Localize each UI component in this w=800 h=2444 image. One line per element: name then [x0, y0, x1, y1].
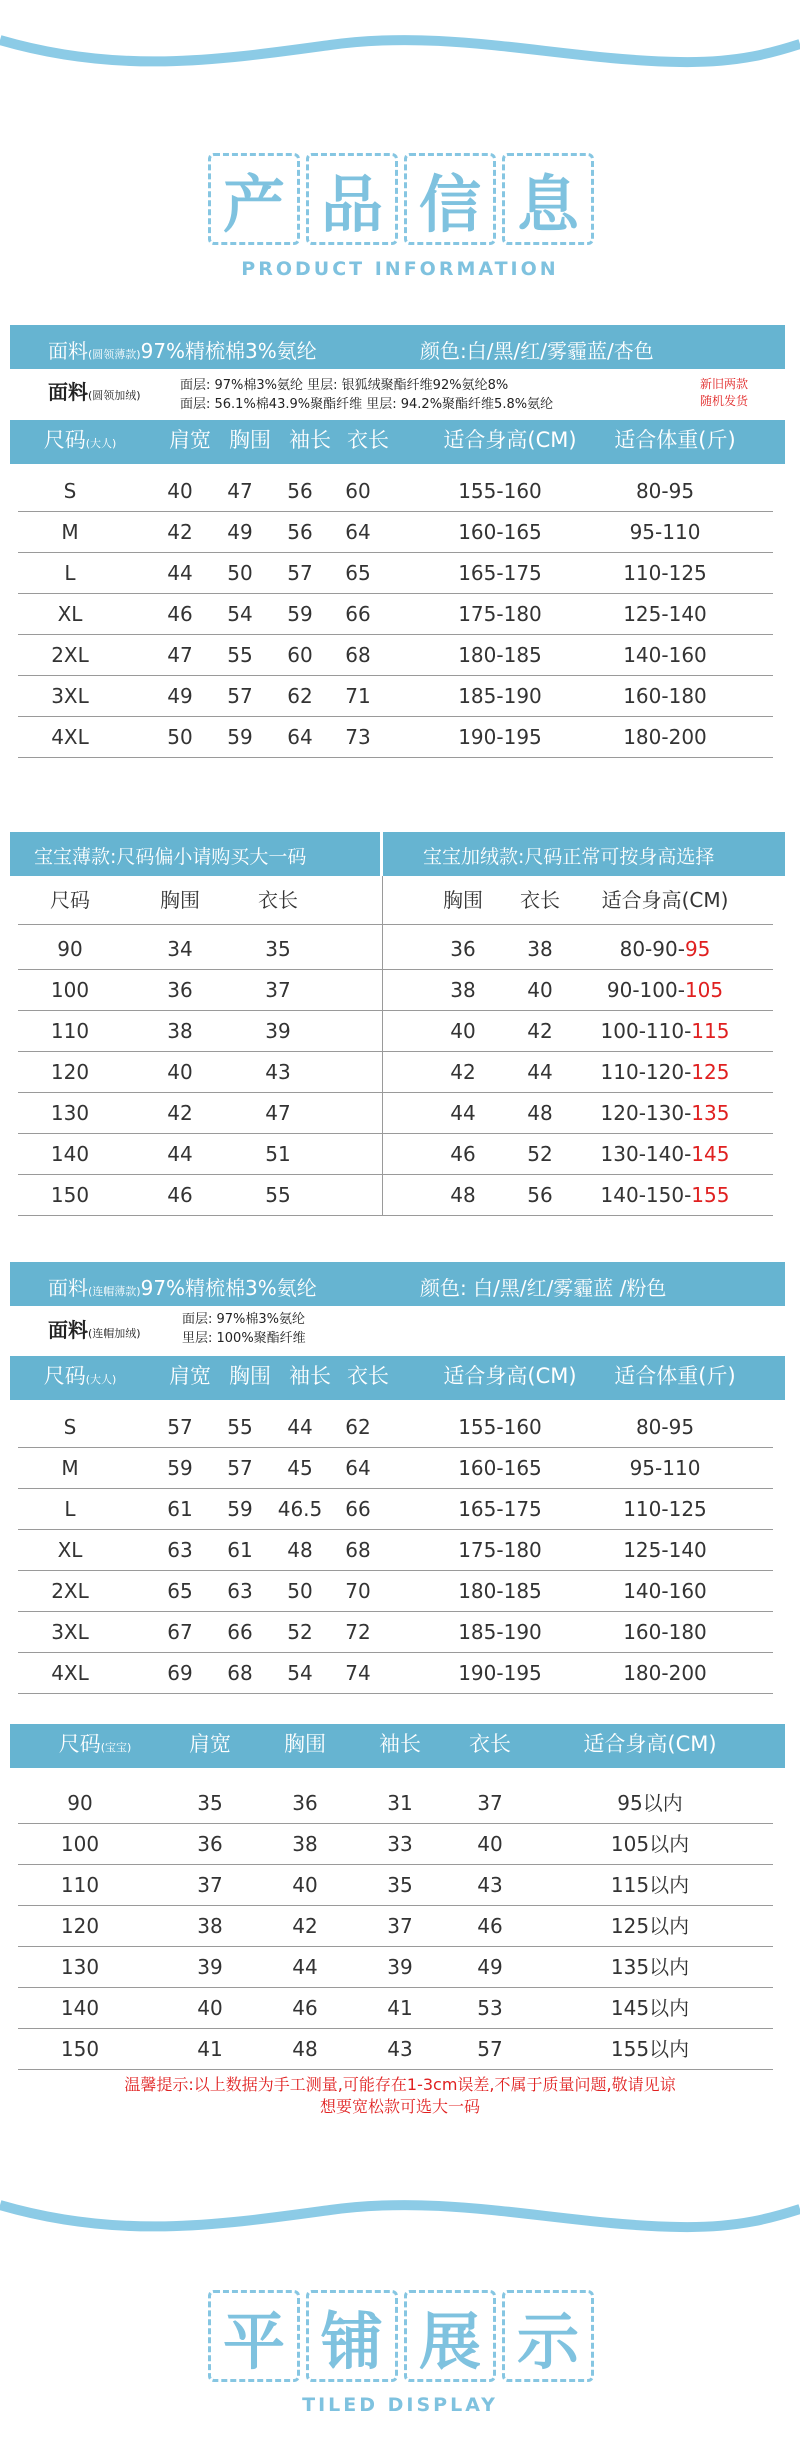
bottom-wave-decoration — [0, 2165, 800, 2245]
table-cell: 190-195 — [458, 1661, 542, 1685]
table-cell: 42 — [167, 520, 193, 544]
table-cell: 155-160 — [458, 1415, 542, 1439]
table-cell: 64 — [287, 725, 313, 749]
table-row — [0, 512, 800, 552]
footer-char-2: 铺 — [306, 2290, 398, 2382]
table-cell: 40 — [477, 1832, 503, 1856]
table-cell: 31 — [387, 1791, 413, 1815]
table-cell: 165-175 — [458, 561, 542, 585]
table-row — [0, 1093, 800, 1133]
table-cell: 62 — [345, 1415, 371, 1439]
table-row — [0, 553, 800, 593]
table-cell: 65 — [345, 561, 371, 585]
table-cell: 45 — [287, 1456, 313, 1480]
table-cell: 57 — [227, 684, 253, 708]
table-cell: 110-125 — [623, 561, 707, 585]
height-range-cell: 100-110-115 — [600, 1019, 730, 1043]
title-char-3: 信 — [404, 153, 496, 245]
table-row — [0, 1824, 800, 1864]
table-row — [0, 1783, 800, 1823]
fleece-fabric-line2: 里层: 100%聚酯纤维 — [182, 1331, 306, 1346]
fleece-fabric-line2: 面层: 56.1%棉43.9%聚酯纤维 里层: 94.2%聚酯纤维5.8%氨纶 — [180, 397, 554, 412]
table-cell: 42 — [167, 1101, 193, 1125]
table-cell: 47 — [167, 643, 193, 667]
table-cell: 38 — [527, 937, 553, 961]
table-cell: 43 — [265, 1060, 291, 1084]
table-cell: 74 — [345, 1661, 371, 1685]
table-cell: 160-165 — [458, 1456, 542, 1480]
table-cell: 110 — [50, 1019, 90, 1043]
table-cell: 150 — [60, 2037, 100, 2061]
table-row — [0, 1988, 800, 2028]
table-cell: 67 — [167, 1620, 193, 1644]
table-cell: 115以内 — [610, 1873, 690, 1897]
header-height: 适合身高(CM) — [443, 1364, 577, 1388]
table-cell: 42 — [450, 1060, 476, 1084]
table-row — [0, 635, 800, 675]
table-cell: 37 — [197, 1873, 223, 1897]
table-row — [0, 929, 800, 969]
table-cell: 59 — [287, 602, 313, 626]
table-cell: 37 — [387, 1914, 413, 1938]
table-row — [0, 717, 800, 757]
table-cell: 38 — [167, 1019, 193, 1043]
baby-thin-title: 宝宝薄款:尺码偏小请购买大一码 — [34, 846, 307, 868]
table-cell: 71 — [345, 684, 371, 708]
table-cell: M — [61, 520, 79, 544]
table-cell: 90 — [67, 1791, 93, 1815]
header-chest: 胸围 — [284, 1732, 326, 1756]
table-cell: 43 — [477, 1873, 503, 1897]
table-cell: 140-160 — [623, 643, 707, 667]
table-cell: 40 — [450, 1019, 476, 1043]
footer-char-3: 展 — [404, 2290, 496, 2382]
header-height: 适合身高(CM) — [583, 1732, 717, 1756]
table-cell: 68 — [345, 643, 371, 667]
table-cell: 46 — [292, 1996, 318, 2020]
table-cell: 46 — [450, 1142, 476, 1166]
table-row — [0, 1134, 800, 1174]
fleece-fabric-label: 面料(圆领加绒) — [48, 380, 141, 404]
table-cell: 125-140 — [623, 1538, 707, 1562]
table-cell: 150 — [50, 1183, 90, 1207]
table-row — [0, 1407, 800, 1447]
table-cell: 41 — [197, 2037, 223, 2061]
table-cell: 180-200 — [623, 1661, 707, 1685]
table-cell: 69 — [167, 1661, 193, 1685]
table-cell: 180-185 — [458, 643, 542, 667]
table-cell: 73 — [345, 725, 371, 749]
table-cell: 110 — [60, 1873, 100, 1897]
table-cell: 57 — [227, 1456, 253, 1480]
table-cell: 40 — [292, 1873, 318, 1897]
table-cell: 135以内 — [610, 1955, 690, 1979]
table-cell: 44 — [527, 1060, 553, 1084]
table-cell: 105以内 — [610, 1832, 690, 1856]
table-cell: 57 — [287, 561, 313, 585]
table-cell: 36 — [292, 1791, 318, 1815]
table-cell: 36 — [450, 937, 476, 961]
table-cell: 39 — [197, 1955, 223, 1979]
table-cell: 95-110 — [629, 1456, 701, 1480]
table-cell: 180-200 — [623, 725, 707, 749]
table-row — [0, 1052, 800, 1092]
table-cell: 68 — [227, 1661, 253, 1685]
height-range-cell: 140-150-155 — [600, 1183, 730, 1207]
table-cell: 95-110 — [629, 520, 701, 544]
table-cell: 56 — [287, 479, 313, 503]
header-size: 尺码(大人) — [43, 1364, 117, 1388]
table-cell: 36 — [167, 978, 193, 1002]
table-cell: 57 — [167, 1415, 193, 1439]
table-cell: 44 — [167, 561, 193, 585]
table-cell: XL — [57, 602, 83, 626]
table-cell: 130 — [50, 1101, 90, 1125]
table-row — [0, 1530, 800, 1570]
tiled-display-subtitle: TILED DISPLAY — [302, 2394, 498, 2416]
header-chest: 胸围 — [229, 428, 271, 452]
table-cell: 49 — [227, 520, 253, 544]
table-cell: 4XL — [51, 725, 89, 749]
table-cell: 60 — [345, 479, 371, 503]
table-cell: M — [61, 1456, 79, 1480]
table-cell: 43 — [387, 2037, 413, 2061]
table-cell: 120 — [50, 1060, 90, 1084]
table-cell: 40 — [197, 1996, 223, 2020]
fabric-composition: 97%精梳棉3%氨纶 — [140, 339, 317, 363]
title-char-4: 息 — [502, 153, 594, 245]
table-cell: 52 — [527, 1142, 553, 1166]
table-cell: 44 — [450, 1101, 476, 1125]
fabric-type-small: (连帽薄款) — [88, 1285, 141, 1298]
header-sleeve: 袖长 — [289, 1364, 331, 1388]
row-divider — [18, 1215, 773, 1216]
new-old-notice: 新旧两款 随机发货 — [700, 377, 749, 408]
table-cell: 47 — [265, 1101, 291, 1125]
table-cell: 66 — [345, 1497, 371, 1521]
table-cell: 50 — [167, 725, 193, 749]
table-cell: 40 — [167, 479, 193, 503]
fabric-bar-crew — [10, 325, 785, 369]
table-cell: 55 — [265, 1183, 291, 1207]
header-shoulder: 肩宽 — [169, 428, 211, 452]
header-chest: 胸围 — [229, 1364, 271, 1388]
table-cell: 175-180 — [458, 1538, 542, 1562]
table-row — [0, 1865, 800, 1905]
table-cell: S — [63, 1415, 77, 1439]
baby-table-header — [0, 878, 800, 922]
header-size: 尺码 — [50, 888, 90, 912]
top-wave-decoration — [0, 0, 800, 80]
table-cell: 62 — [287, 684, 313, 708]
table-cell: L — [64, 1497, 76, 1521]
table-cell: 120 — [60, 1914, 100, 1938]
table-row — [0, 594, 800, 634]
table-row — [0, 676, 800, 716]
table-cell: 61 — [227, 1538, 253, 1562]
size-table-header-baby — [10, 1724, 785, 1768]
table-cell: 55 — [227, 643, 253, 667]
table-cell: 100 — [60, 1832, 100, 1856]
table-cell: 53 — [477, 1996, 503, 2020]
warm-tip — [0, 2074, 800, 2118]
table-cell: 44 — [292, 1955, 318, 1979]
table-cell: 36 — [197, 1832, 223, 1856]
table-cell: 3XL — [51, 684, 89, 708]
table-row — [0, 1011, 800, 1051]
header-length: 衣长 — [347, 428, 389, 452]
table-cell: XL — [57, 1538, 83, 1562]
table-cell: 59 — [167, 1456, 193, 1480]
table-cell: 54 — [287, 1661, 313, 1685]
table-cell: 38 — [197, 1914, 223, 1938]
table-cell: 37 — [477, 1791, 503, 1815]
table-cell: 40 — [167, 1060, 193, 1084]
table-cell: 39 — [387, 1955, 413, 1979]
table-cell: 2XL — [51, 643, 89, 667]
table-row — [0, 970, 800, 1010]
table-cell: 48 — [287, 1538, 313, 1562]
table-cell: 34 — [167, 937, 193, 961]
table-cell: S — [63, 479, 77, 503]
table-cell: 48 — [292, 2037, 318, 2061]
row-divider — [18, 1693, 773, 1694]
table-row — [0, 1175, 800, 1215]
table-cell: 46 — [477, 1914, 503, 1938]
table-cell: 66 — [345, 602, 371, 626]
table-row — [0, 1571, 800, 1611]
table-cell: 37 — [265, 978, 291, 1002]
product-info-subtitle: PRODUCT INFORMATION — [241, 258, 559, 280]
table-cell: 49 — [167, 684, 193, 708]
header-height: 适合身高(CM) — [443, 428, 577, 452]
header-length: 衣长 — [520, 888, 560, 912]
divider — [18, 924, 773, 925]
table-cell: 51 — [265, 1142, 291, 1166]
size-table-header-adult-hoodie — [10, 1356, 785, 1400]
table-cell: 59 — [227, 1497, 253, 1521]
table-cell: 64 — [345, 520, 371, 544]
table-cell: 38 — [450, 978, 476, 1002]
table-cell: 44 — [287, 1415, 313, 1439]
table-cell: 110-125 — [623, 1497, 707, 1521]
table-cell: 55 — [227, 1415, 253, 1439]
table-cell: 72 — [345, 1620, 371, 1644]
fleece-fabric-label: 面料(连帽加绒) — [48, 1318, 141, 1342]
table-cell: 63 — [167, 1538, 193, 1562]
table-cell: 80-95 — [635, 1415, 695, 1439]
header-height: 适合身高(CM) — [601, 888, 729, 912]
table-cell: 125-140 — [623, 602, 707, 626]
baby-fleece-title-bar — [383, 832, 785, 876]
table-cell: 125以内 — [610, 1914, 690, 1938]
row-divider — [18, 2069, 773, 2070]
title-char-2: 品 — [306, 153, 398, 245]
table-cell: 35 — [197, 1791, 223, 1815]
table-cell: 63 — [227, 1579, 253, 1603]
table-cell: 49 — [477, 1955, 503, 1979]
warm-tip-line2: 想要宽松款可选大一码 — [319, 2097, 480, 2116]
fabric-bar-hoodie — [10, 1262, 785, 1306]
table-cell: 95以内 — [617, 1791, 683, 1815]
fabric-composition: 97%精梳棉3%氨纶 — [140, 1276, 317, 1300]
height-range-cell: 80-90-95 — [619, 937, 711, 961]
table-cell: 38 — [292, 1832, 318, 1856]
table-cell: 80-95 — [635, 479, 695, 503]
height-range-cell: 130-140-145 — [600, 1142, 730, 1166]
table-cell: 160-180 — [623, 1620, 707, 1644]
footer-char-4: 示 — [502, 2290, 594, 2382]
table-cell: 145以内 — [610, 1996, 690, 2020]
table-row — [0, 471, 800, 511]
fleece-fabric-line1: 面层: 97%棉3%氨纶 里层: 银狐绒聚酯纤维92%氨纶8% — [180, 378, 509, 393]
table-cell: 59 — [227, 725, 253, 749]
table-cell: 56 — [527, 1183, 553, 1207]
table-cell: 56 — [287, 520, 313, 544]
table-cell: 52 — [287, 1620, 313, 1644]
table-cell: 2XL — [51, 1579, 89, 1603]
table-cell: 39 — [265, 1019, 291, 1043]
table-cell: 4XL — [51, 1661, 89, 1685]
header-chest: 胸围 — [443, 888, 483, 912]
table-cell: 140 — [50, 1142, 90, 1166]
table-cell: 140-160 — [623, 1579, 707, 1603]
table-cell: 175-180 — [458, 602, 542, 626]
header-weight: 适合体重(斤) — [614, 1364, 736, 1388]
table-cell: 185-190 — [458, 1620, 542, 1644]
baby-thin-title-bar — [10, 832, 380, 876]
table-cell: 130 — [60, 1955, 100, 1979]
table-row — [0, 1612, 800, 1652]
table-cell: L — [64, 561, 76, 585]
table-cell: 155以内 — [610, 2037, 690, 2061]
table-cell: 50 — [227, 561, 253, 585]
table-cell: 54 — [227, 602, 253, 626]
table-cell: 180-185 — [458, 1579, 542, 1603]
table-cell: 48 — [527, 1101, 553, 1125]
table-cell: 42 — [292, 1914, 318, 1938]
table-cell: 160-180 — [623, 684, 707, 708]
table-cell: 65 — [167, 1579, 193, 1603]
header-sleeve: 袖长 — [379, 1732, 421, 1756]
warm-tip-line1: 温馨提示:以上数据为手工测量,可能存在1-3cm误差,不属于质量问题,敬请见谅 — [124, 2075, 676, 2094]
table-row — [0, 2029, 800, 2069]
table-cell: 100 — [50, 978, 90, 1002]
table-cell: 190-195 — [458, 725, 542, 749]
table-row — [0, 1906, 800, 1946]
table-cell: 61 — [167, 1497, 193, 1521]
header-length: 衣长 — [347, 1364, 389, 1388]
row-divider — [18, 757, 773, 758]
table-cell: 3XL — [51, 1620, 89, 1644]
header-shoulder: 肩宽 — [189, 1732, 231, 1756]
table-cell: 64 — [345, 1456, 371, 1480]
header-length: 衣长 — [469, 1732, 511, 1756]
table-cell: 70 — [345, 1579, 371, 1603]
header-weight: 适合体重(斤) — [614, 428, 736, 452]
baby-fleece-title: 宝宝加绒款:尺码正常可按身高选择 — [423, 846, 715, 868]
header-sleeve: 袖长 — [289, 428, 331, 452]
table-cell: 41 — [387, 1996, 413, 2020]
table-cell: 57 — [477, 2037, 503, 2061]
table-cell: 47 — [227, 479, 253, 503]
size-table-header-adult-crew — [10, 420, 785, 464]
table-cell: 50 — [287, 1579, 313, 1603]
table-row — [0, 1947, 800, 1987]
height-range-cell: 110-120-125 — [600, 1060, 730, 1084]
table-cell: 44 — [167, 1142, 193, 1166]
header-length: 衣长 — [258, 888, 298, 912]
table-cell: 35 — [387, 1873, 413, 1897]
table-cell: 35 — [265, 937, 291, 961]
height-range-cell: 120-130-135 — [600, 1101, 730, 1125]
table-cell: 68 — [345, 1538, 371, 1562]
table-cell: 185-190 — [458, 684, 542, 708]
fabric-label: 面料 — [48, 339, 88, 363]
table-cell: 48 — [450, 1183, 476, 1207]
header-chest: 胸围 — [160, 888, 200, 912]
header-shoulder: 肩宽 — [169, 1364, 211, 1388]
table-cell: 160-165 — [458, 520, 542, 544]
table-cell: 33 — [387, 1832, 413, 1856]
table-row — [0, 1489, 800, 1529]
table-cell: 66 — [227, 1620, 253, 1644]
fleece-fabric-line1: 面层: 97%棉3%氨纶 — [182, 1312, 306, 1327]
header-size: 尺码(大人) — [43, 428, 117, 452]
title-char-1: 产 — [208, 153, 300, 245]
table-cell: 140 — [60, 1996, 100, 2020]
footer-char-1: 平 — [208, 2290, 300, 2382]
table-cell: 46.5 — [277, 1497, 323, 1521]
table-cell: 46 — [167, 602, 193, 626]
fabric-label: 面料 — [48, 1276, 88, 1300]
table-cell: 46 — [167, 1183, 193, 1207]
table-row — [0, 1653, 800, 1693]
header-size: 尺码(宝宝) — [58, 1732, 132, 1756]
table-cell: 90 — [57, 937, 83, 961]
table-cell: 42 — [527, 1019, 553, 1043]
table-row — [0, 1448, 800, 1488]
table-cell: 155-160 — [458, 479, 542, 503]
table-cell: 60 — [287, 643, 313, 667]
height-range-cell: 90-100-105 — [606, 978, 724, 1002]
color-options: 颜色: 白/黑/红/雾霾蓝 /粉色 — [420, 1276, 667, 1300]
fabric-type-small: (圆领薄款) — [88, 348, 141, 361]
table-cell: 165-175 — [458, 1497, 542, 1521]
color-options: 颜色:白/黑/红/雾霾蓝/杏色 — [420, 339, 654, 363]
table-cell: 40 — [527, 978, 553, 1002]
